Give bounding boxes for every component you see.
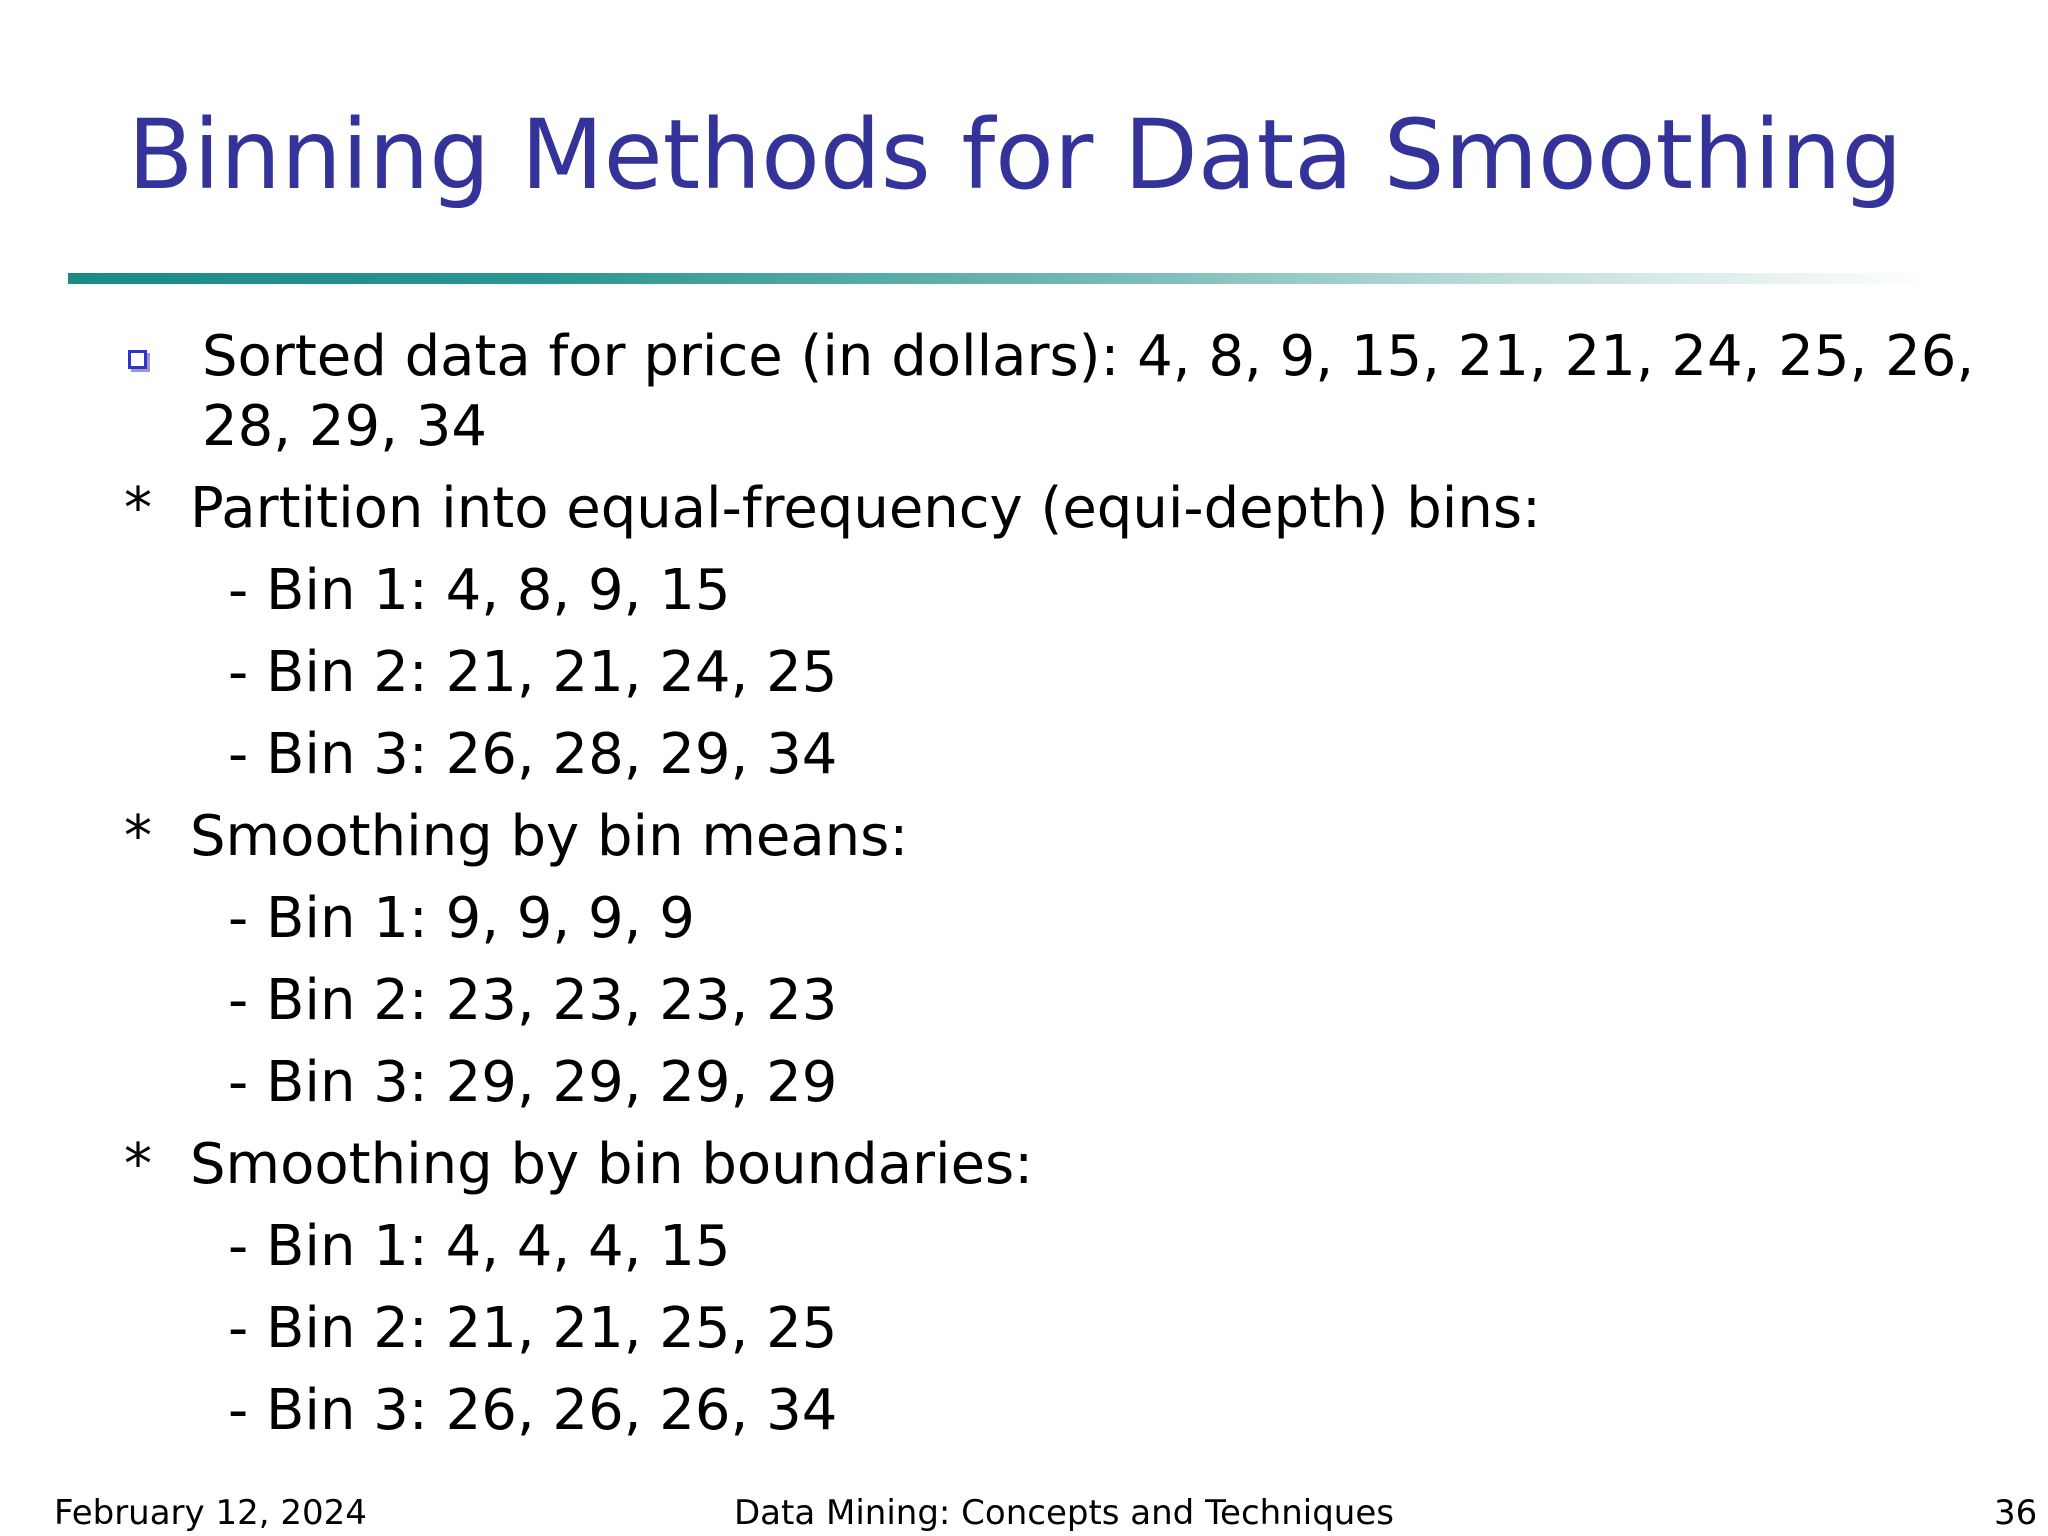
footer-course: Data Mining: Concepts and Techniques: [734, 1493, 1394, 1533]
section-marker: *: [124, 476, 152, 541]
footer-page-number: 36: [1994, 1493, 2038, 1533]
bullet-line-2: 28, 29, 34: [202, 394, 487, 459]
bullet-line-1: Sorted data for price (in dollars): 4, 8, 9, 15, 21, 21, 24, 25, 26,: [202, 324, 1975, 389]
list-item: - Bin 3: 26, 26, 26, 34: [228, 1378, 838, 1443]
list-item: - Bin 3: 29, 29, 29, 29: [228, 1050, 838, 1115]
section-heading: Smoothing by bin boundaries:: [190, 1132, 1034, 1197]
footer-date: February 12, 2024: [54, 1493, 367, 1533]
slide-title: Binning Methods for Data Smoothing: [127, 99, 1903, 211]
list-item: - Bin 3: 26, 28, 29, 34: [228, 722, 838, 787]
list-item: - Bin 1: 9, 9, 9, 9: [228, 886, 695, 951]
list-item: - Bin 1: 4, 8, 9, 15: [228, 558, 731, 623]
list-item: - Bin 2: 21, 21, 25, 25: [228, 1296, 838, 1361]
section-heading: Partition into equal-frequency (equi-depth) bins:: [190, 476, 1541, 541]
list-item: - Bin 2: 21, 21, 24, 25: [228, 640, 838, 705]
square-bullet-icon: [128, 350, 147, 369]
section-heading: Smoothing by bin means:: [190, 804, 909, 869]
list-item: - Bin 1: 4, 4, 4, 15: [228, 1214, 731, 1279]
section-marker: *: [124, 804, 152, 869]
list-item: - Bin 2: 23, 23, 23, 23: [228, 968, 838, 1033]
section-marker: *: [124, 1132, 152, 1197]
